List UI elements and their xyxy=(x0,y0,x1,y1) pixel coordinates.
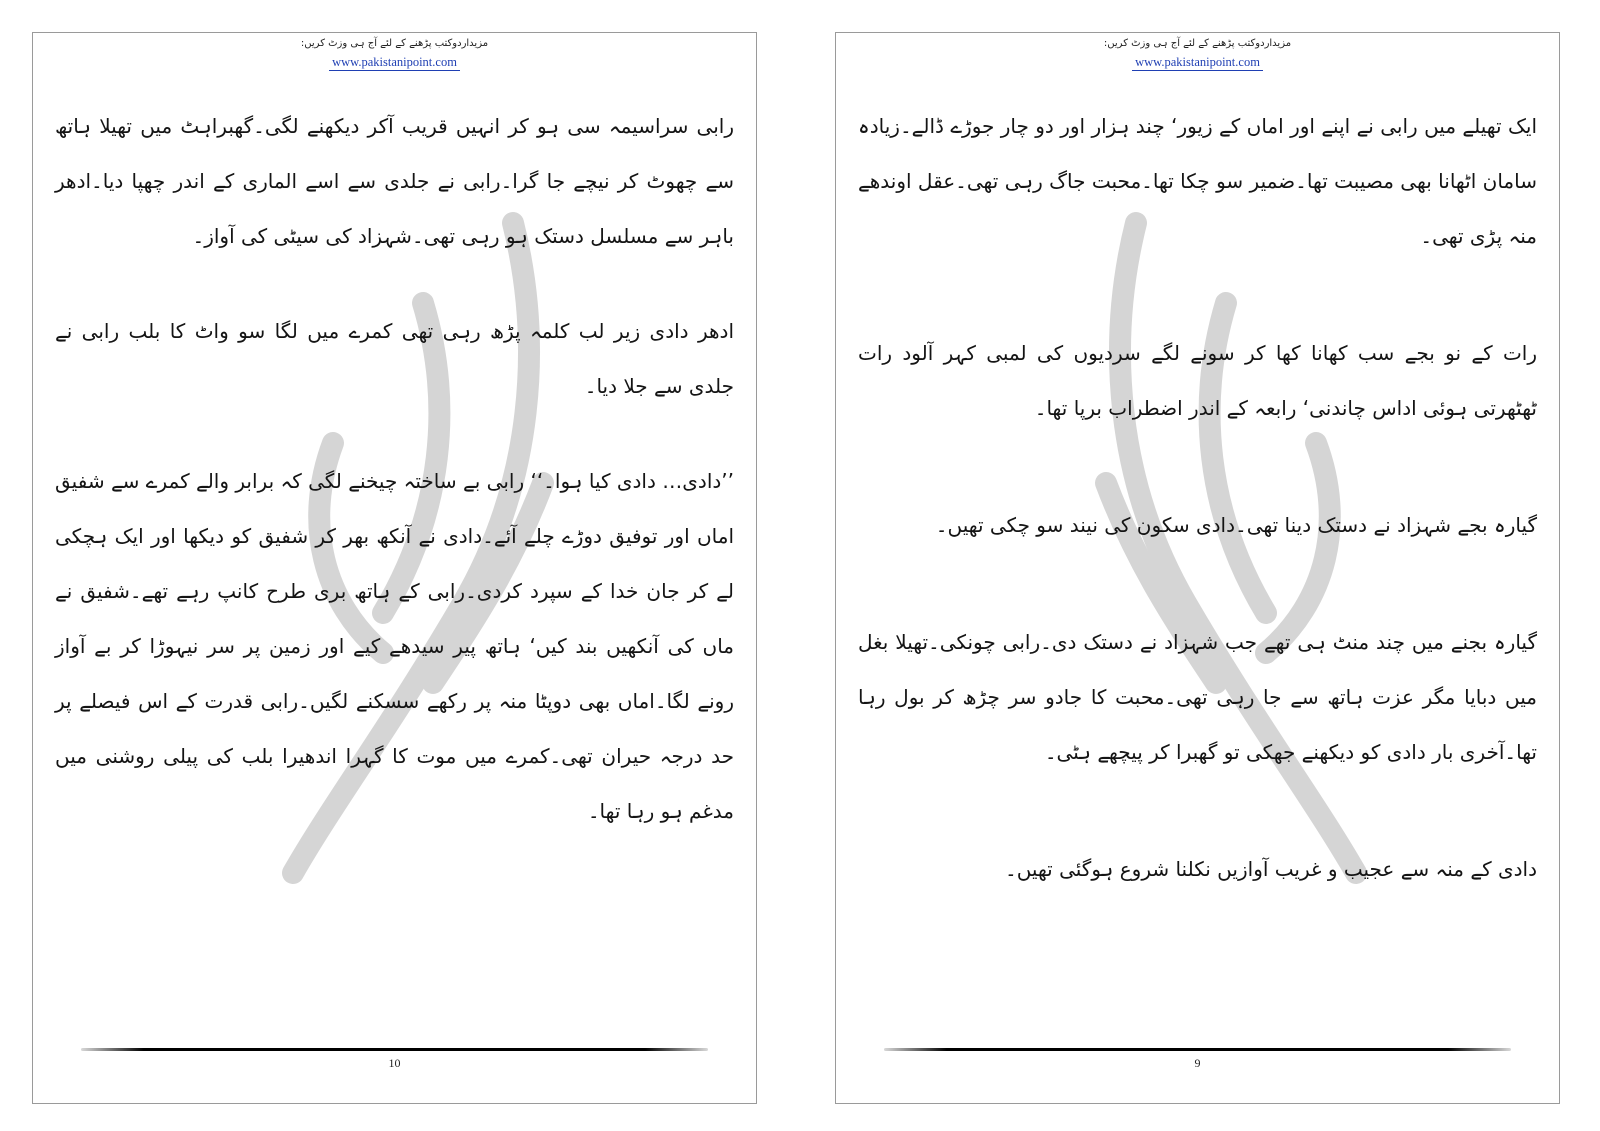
paragraph: دادی کے منہ سے عجیب و غریب آوازیں نکلنا شروع ہوگئی تھیں۔ xyxy=(1004,857,1537,881)
paragraph: ادھر دادی زیر لب کلمہ پڑھ رہی تھی کمرے میں لگا سو واٹ کا بلب رابی نے جلدی سے جلا دیا۔ xyxy=(55,319,734,398)
page-header xyxy=(836,37,1559,71)
footer-rule xyxy=(81,1048,708,1051)
website-link[interactable]: www.pakistanipoint.com xyxy=(329,54,460,71)
footer-rule xyxy=(884,1048,1511,1051)
paragraph: ’’دادی… دادی کیا ہوا۔‘‘ رابی بے ساختہ چیخنے لگی کہ برابر والے کمرے سے شفیق اماں اور توفیق دوڑے چلے آئے۔دادی نے آنکھ بھر کر شفیق کو دیکھا اور ایک ہچکی لے کر جان خدا کے سپرد کردی۔رابی کے ہاتھ بری طرح کانپ رہے تھے۔شفیق نے ماں کی آنکھیں بند کیں‘ ہاتھ پیر سیدھے کیے اور زمین پر سر نیہوڑا کر بے آواز رونے لگا۔اماں بھی دوپٹا منہ پر رکھے سسکنے لگیں۔رابی قدرت کے اس فیصلے پر حد درجہ حیران تھی۔کمرے میں موت کا گہرا اندھیرا بلب کی پیلی روشنی میں مدغم ہو رہا تھا۔ xyxy=(55,469,734,823)
header-note: مزیداردوکتب پڑھنے کے لئے آج ہی وزٹ کریں: xyxy=(300,38,489,49)
paragraph: رات کے نو بجے سب کھانا کھا کر سونے لگے سردیوں کی لمبی کہر آلود رات ٹھٹھرتی ہوئی اداس چاندنی‘ رابعہ کے اندر اضطراب برپا تھا۔ xyxy=(858,341,1537,420)
page-header xyxy=(33,37,756,71)
page-body xyxy=(55,99,734,879)
page-9 xyxy=(835,32,1560,1104)
page-10 xyxy=(32,32,757,1104)
page-number: 9 xyxy=(1194,1056,1201,1070)
paragraph: رابی سراسیمہ سی ہو کر انہیں قریب آکر دیکھنے لگی۔گھبراہٹ میں تھیلا ہاتھ سے چھوٹ کر نیچے جا گرا۔رابی نے جلدی سے اسے الماری کے اندر چھپا دیا۔ادھر باہر سے مسلسل دستک ہو رہی تھی۔شہزاد کی سیٹی کی آواز۔ xyxy=(55,114,734,248)
header-note: مزیداردوکتب پڑھنے کے لئے آج ہی وزٹ کریں: xyxy=(1103,38,1292,49)
page-body xyxy=(858,99,1537,959)
paragraph: ایک تھیلے میں رابی نے اپنے اور اماں کے زیور‘ چند ہزار اور دو چار جوڑے ڈالے۔زیادہ سامان اٹھانا بھی مصیبت تھا۔ضمیر سو چکا تھا۔محبت جاگ رہی تھی۔عقل اوندھے منہ پڑی تھی۔ xyxy=(858,114,1537,248)
paragraph: گیارہ بجنے میں چند منٹ ہی تھے جب شہزاد نے دستک دی۔رابی چونکی۔تھیلا بغل میں دبایا مگر عزت ہاتھ سے جا رہی تھی۔محبت کا جادو سر چڑھ کر بول رہا تھا۔آخری بار دادی کو دیکھنے جھکی تو گھبرا کر پیچھے ہٹی۔ xyxy=(858,630,1537,764)
page-number: 10 xyxy=(388,1056,401,1070)
paragraph: گیارہ بجے شہزاد نے دستک دینا تھی۔دادی سکون کی نیند سو چکی تھیں۔ xyxy=(935,513,1537,537)
website-link[interactable]: www.pakistanipoint.com xyxy=(1132,54,1263,71)
